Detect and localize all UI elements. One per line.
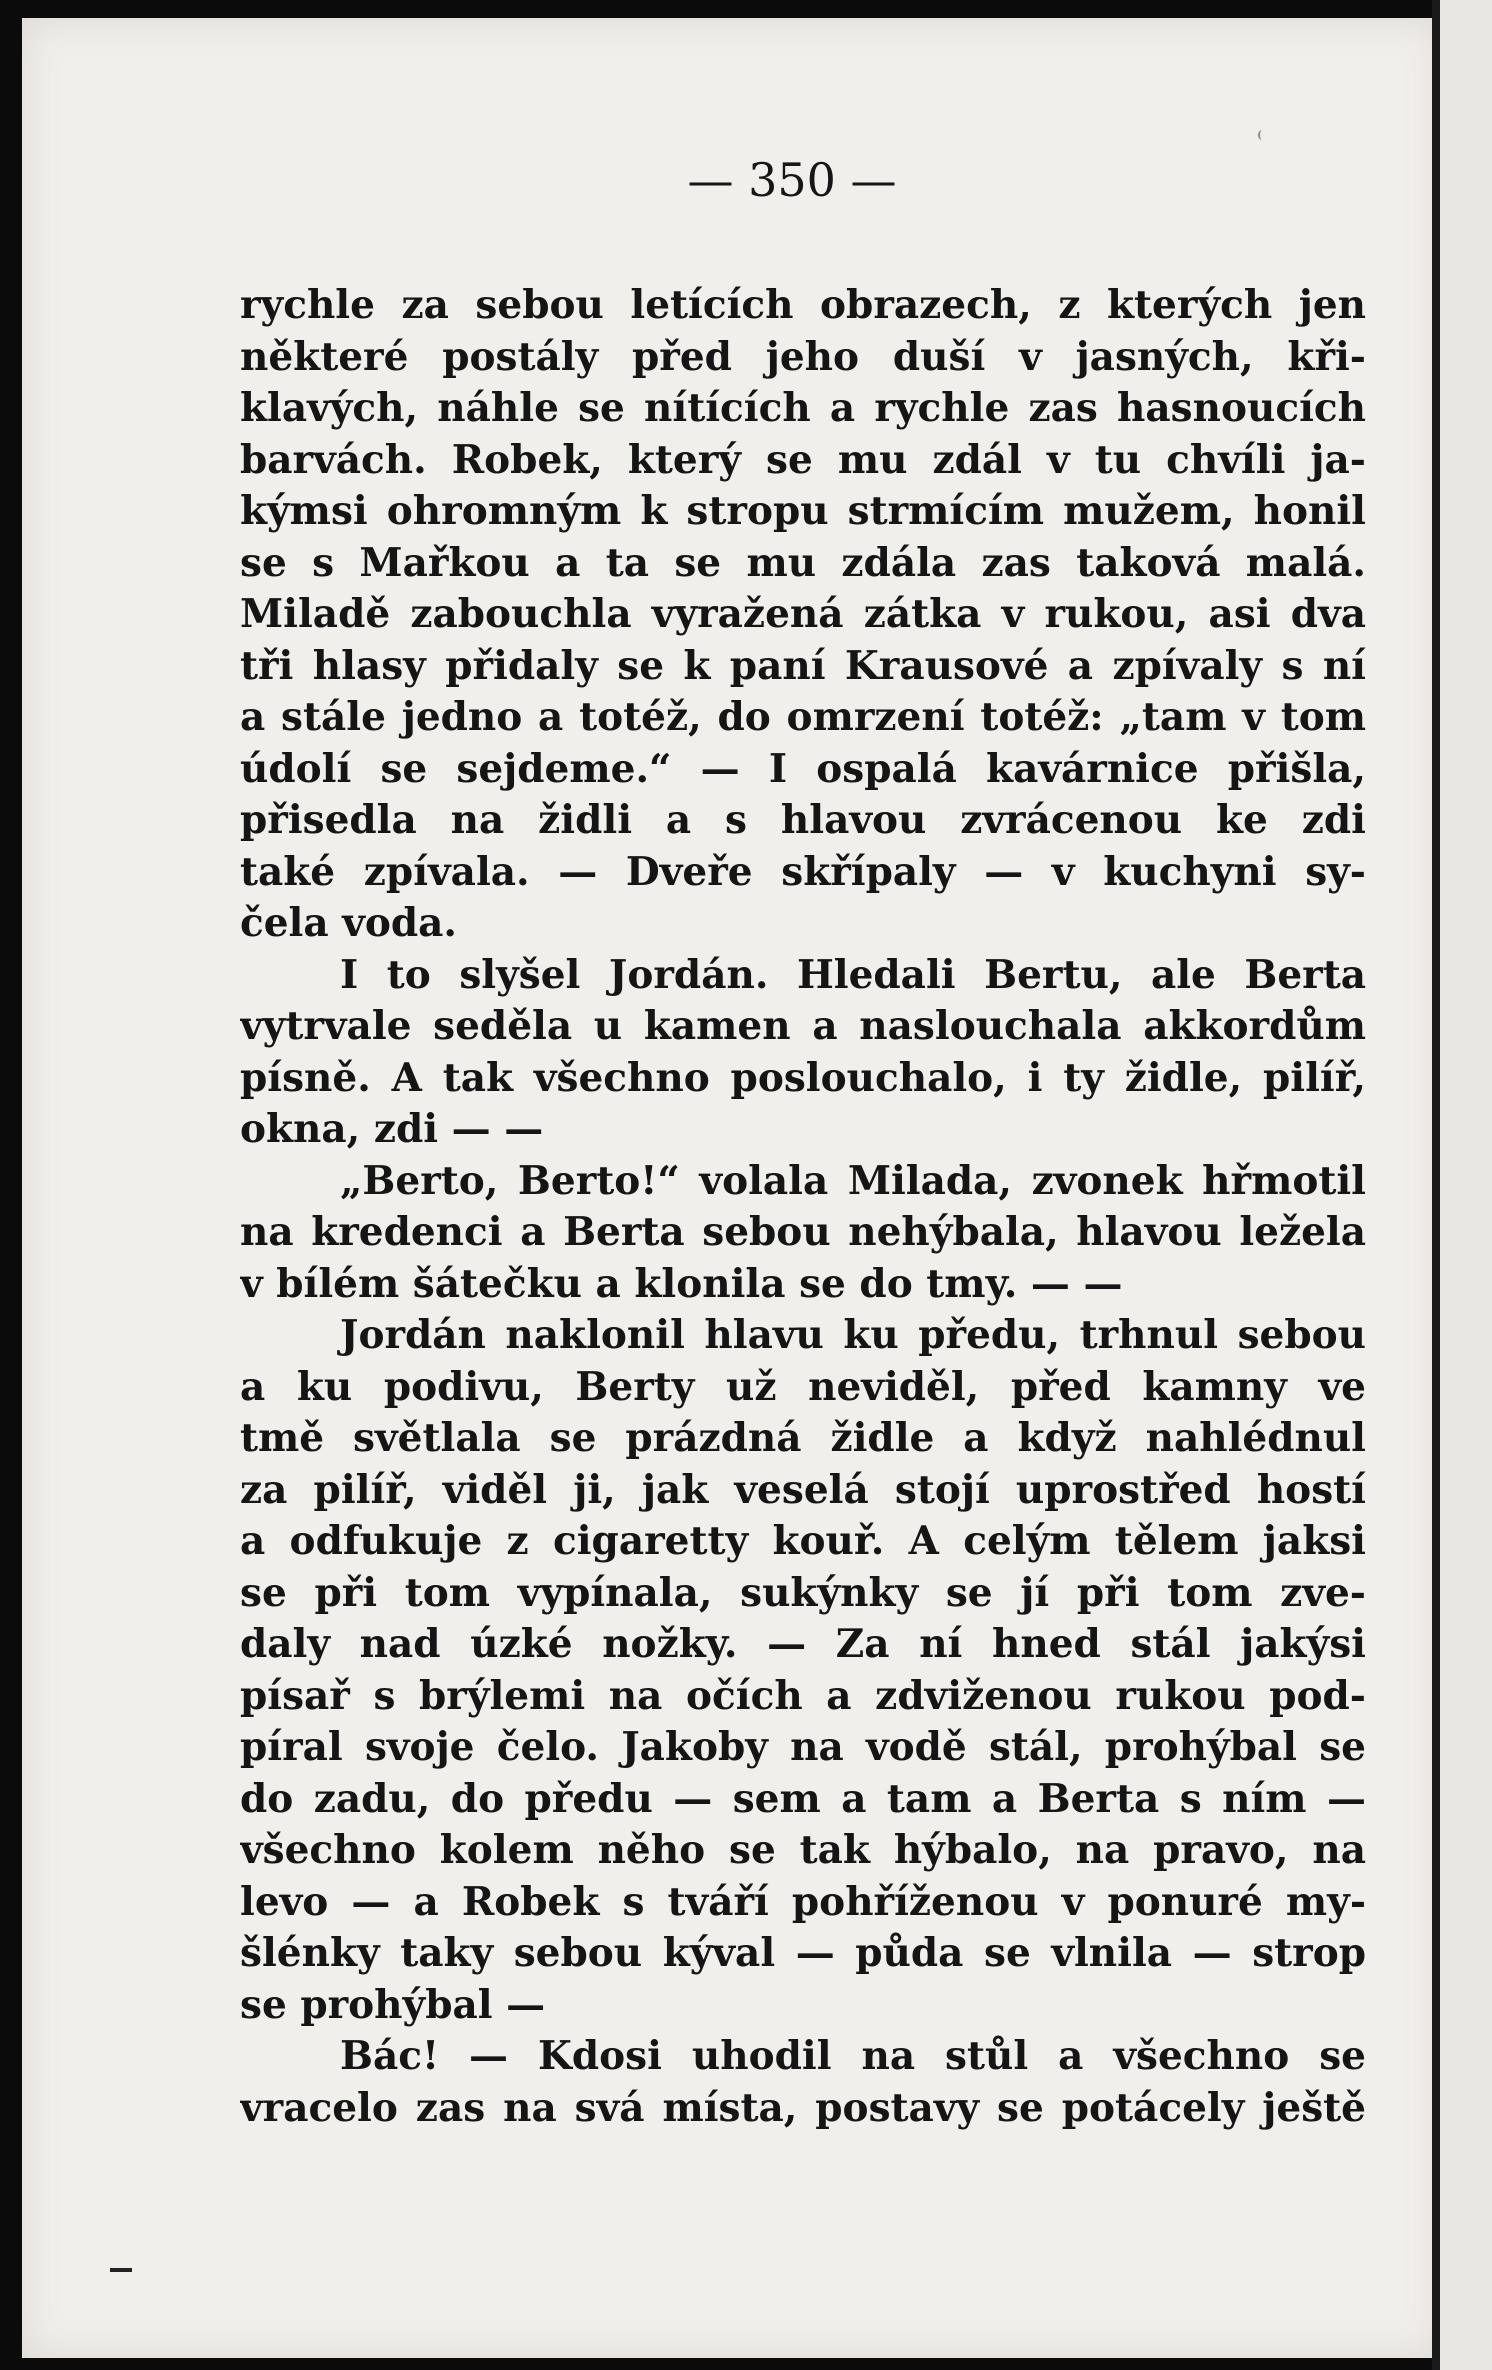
- text-line: písně. A tak všechno poslouchalo, i ty židle, pilíř,: [240, 1054, 1366, 1101]
- text-line: se při tom vypínala, sukýnky se jí při tom zve-: [240, 1569, 1366, 1616]
- book-page: [22, 18, 1442, 2358]
- text-line: a ku podivu, Berty už neviděl, před kamny ve: [240, 1363, 1366, 1410]
- text-line: levo — a Robek s tváří pohříženou v ponuré my-: [240, 1878, 1366, 1925]
- text-line: čela voda.: [240, 900, 458, 946]
- text-line: píral svoje čelo. Jakoby na vodě stál, prohýbal se: [240, 1724, 1366, 1770]
- text-line: vytrvale seděla u kamen a naslouchala akkordům: [240, 1003, 1366, 1049]
- text-line: Miladě zabouchla vyražená zátka v rukou, asi dva: [240, 591, 1366, 637]
- text-line: šlénky taky sebou kýval — půda se vlnila — strop: [240, 1930, 1366, 1976]
- text-line: Jordán naklonil hlavu ku předu, trhnul sebou: [340, 1312, 1366, 1358]
- text-line: údolí se sejdeme.“ — I ospalá kavárnice přišla,: [240, 745, 1366, 792]
- text-line: se prohýbal —: [240, 1981, 546, 2028]
- paper-speck: [1258, 130, 1266, 140]
- text-line: některé postály před jeho duší v jasných, kři-: [240, 333, 1366, 380]
- text-line: Bác! — Kdosi uhodil na stůl a všechno se: [340, 2033, 1366, 2079]
- text-line: na kredenci a Berta sebou nehýbala, hlavou ležela: [240, 1209, 1366, 1255]
- text-line: za pilíř, viděl ji, jak veselá stojí uprostřed hostí: [240, 1466, 1366, 1513]
- text-line: kýmsi ohromným k stropu strmícím mužem, honil: [240, 488, 1366, 534]
- text-line: a odfukuje z cigaretty kouř. A celým tělem jaksi: [240, 1518, 1366, 1564]
- text-line: I to slyšel Jordán. Hledali Bertu, ale Berta: [340, 951, 1366, 998]
- text-line: klavých, náhle se nítících a rychle zas hasnoucích: [240, 385, 1366, 431]
- text-line: daly nad úzké nožky. — Za ní hned stál jakýsi: [240, 1621, 1366, 1667]
- text-line: vracelo zas na svá místa, postavy se potácely ještě: [240, 2084, 1366, 2131]
- text-line: písař s brýlemi na očích a zdviženou rukou pod-: [240, 1672, 1366, 1719]
- text-line: rychle za sebou letících obrazech, z kterých jen: [240, 282, 1366, 328]
- body-text: [240, 280, 1366, 2134]
- margin-mark: [110, 2268, 132, 2272]
- text-line: všechno kolem něho se tak hýbalo, na pravo, na: [240, 1827, 1366, 1873]
- text-line: se s Mařkou a ta se mu zdála zas taková malá.: [240, 539, 1366, 586]
- text-line: barvách. Robek, který se mu zdál v tu chvíli ja-: [240, 436, 1366, 483]
- text-line: do zadu, do předu — sem a tam a Berta s ním —: [240, 1775, 1366, 1822]
- text-line: také zpívala. — Dveře skřípaly — v kuchyni sy-: [240, 848, 1366, 895]
- text-line: okna, zdi — —: [240, 1106, 544, 1152]
- next-page-edge: [1432, 0, 1492, 2370]
- text-line: „Berto, Berto!“ volala Milada, zvonek hřmotil: [340, 1157, 1366, 1204]
- text-line: a stále jedno a totéž, do omrzení totéž: „tam v tom: [240, 694, 1366, 740]
- text-line: tmě světlala se prázdná židle a když nahlédnul: [240, 1415, 1366, 1461]
- text-line: tři hlasy přidaly se k paní Krausové a zpívaly s ní: [240, 642, 1366, 689]
- page-number: — 350 —: [687, 153, 897, 207]
- text-line: v bílém šátečku a klonila se do tmy. — —: [240, 1260, 1123, 1307]
- text-line: přisedla na židli a s hlavou zvrácenou ke zdi: [240, 797, 1366, 843]
